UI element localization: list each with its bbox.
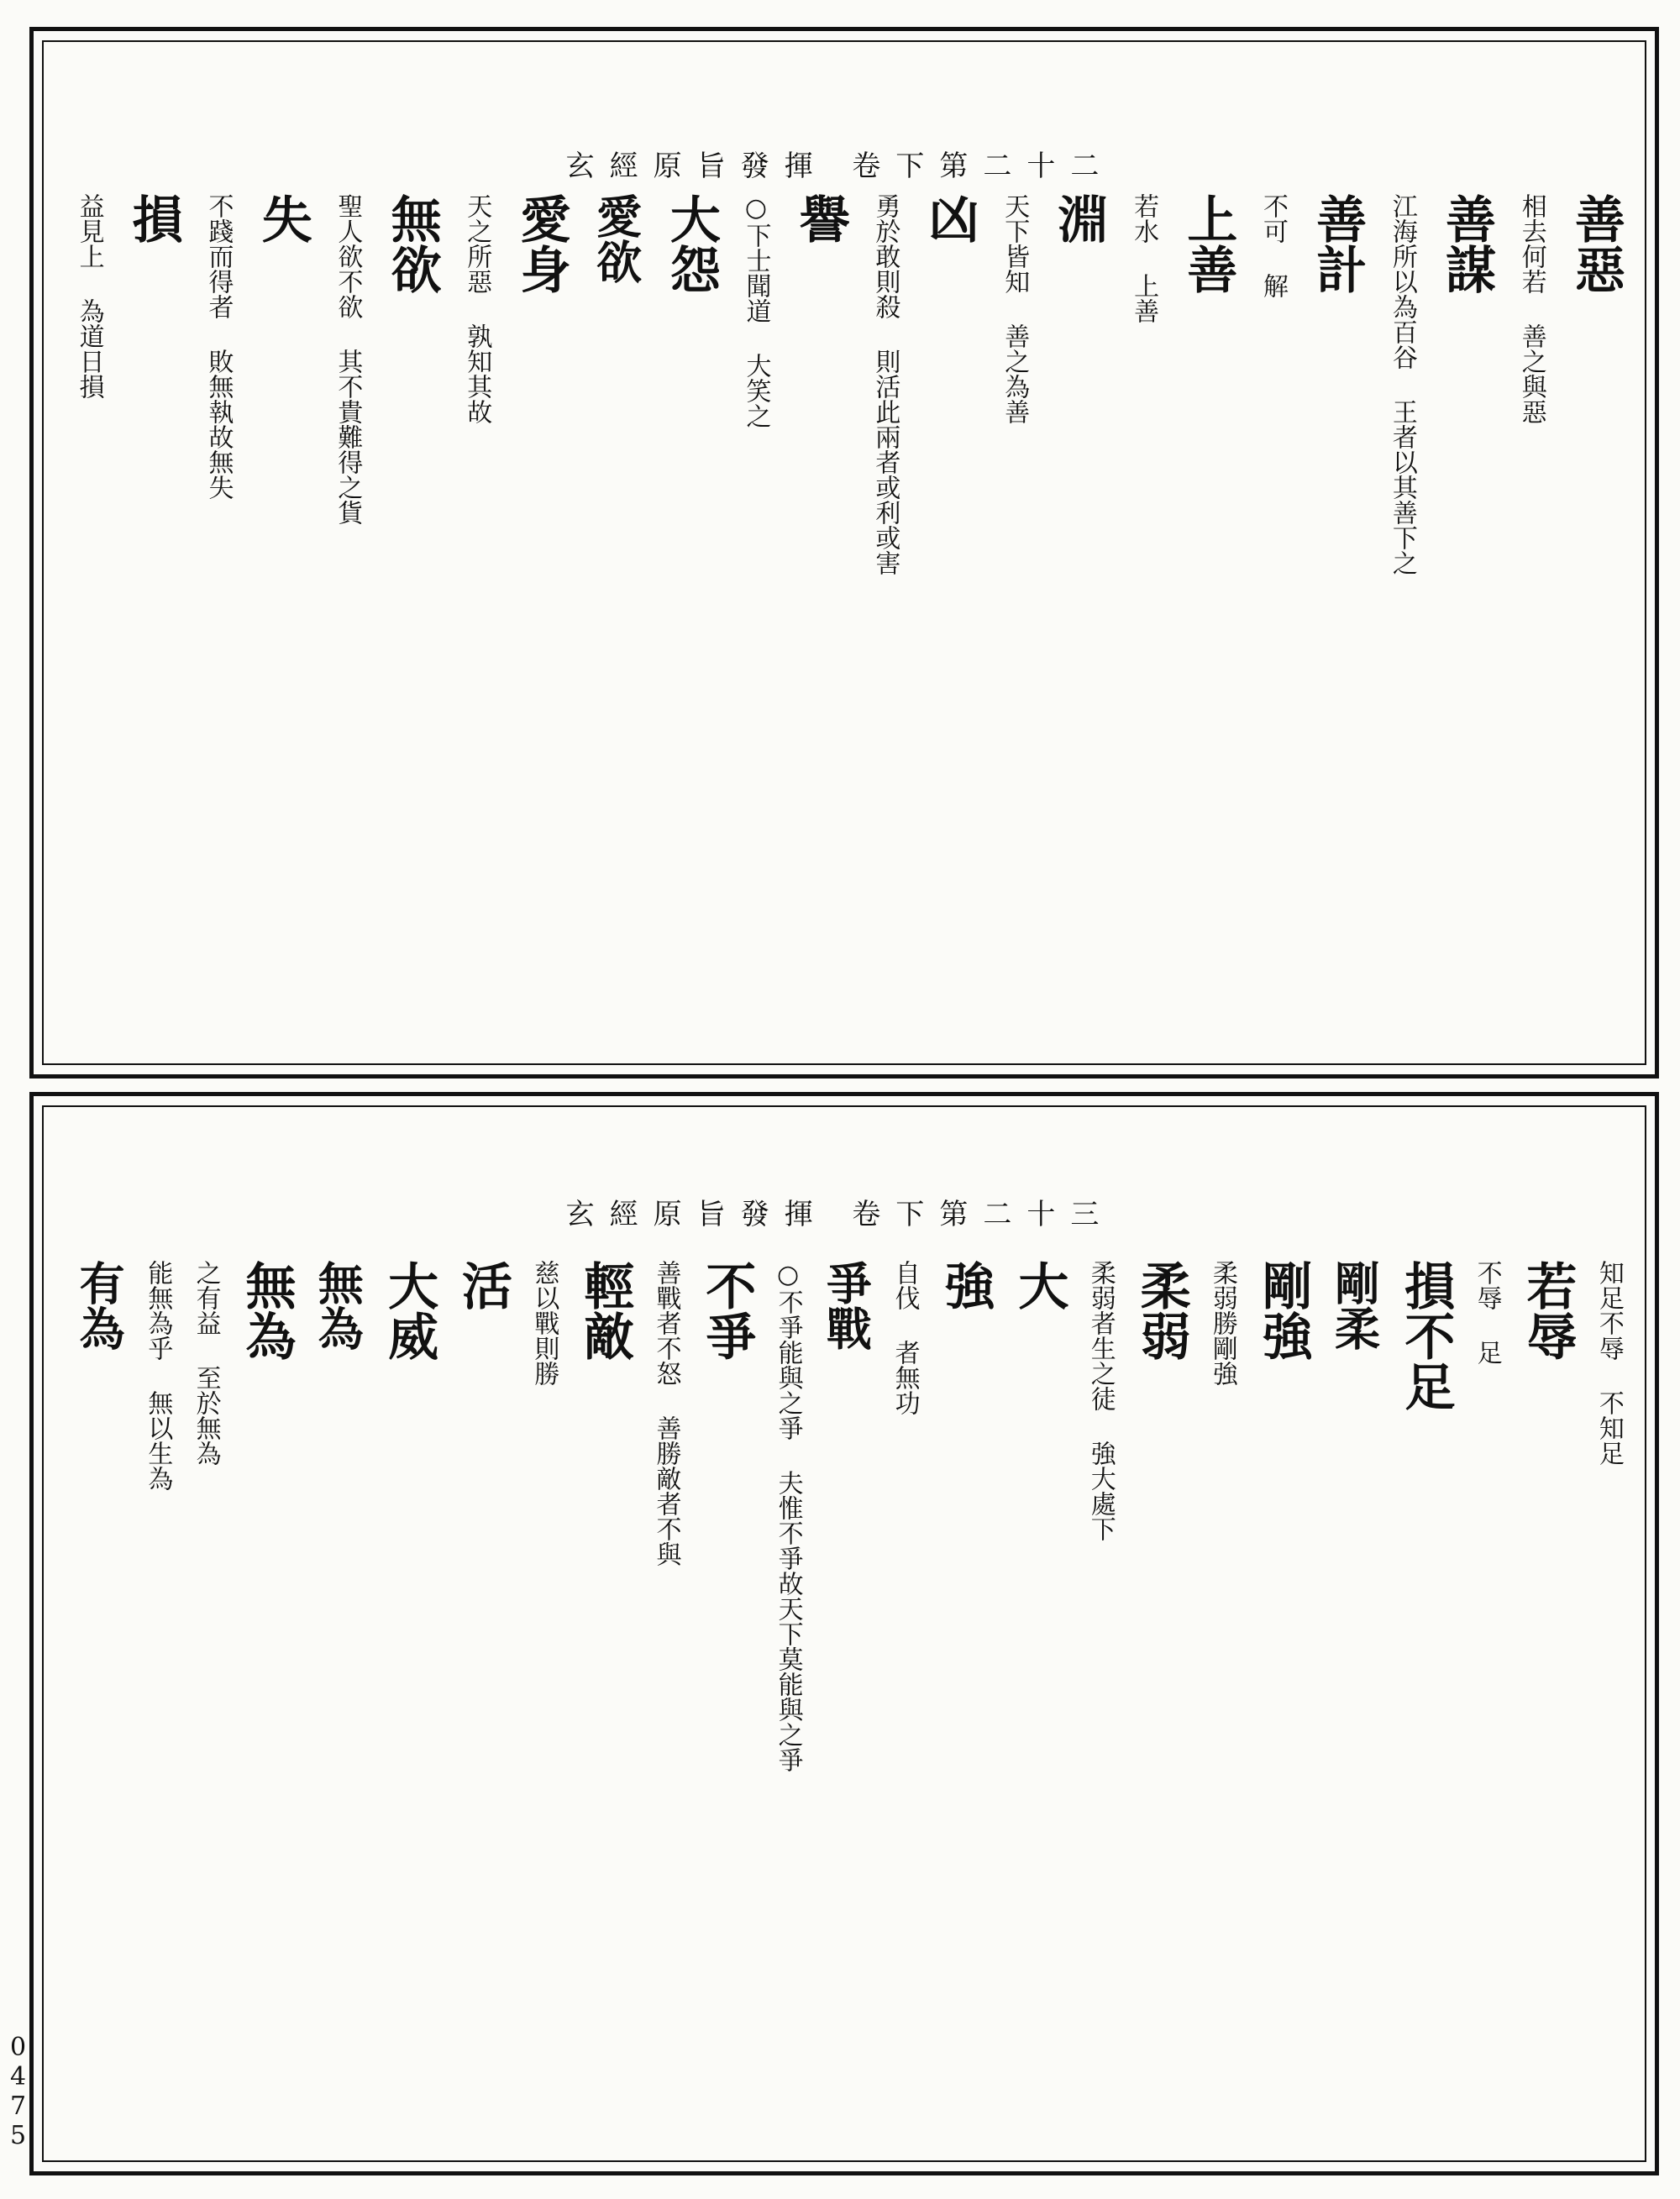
commentary-column: 若水 上善 [1129, 193, 1159, 323]
main-text-column: 損 [123, 193, 183, 244]
commentary-column: ○不爭能與之爭 夫惟不爭故天下莫能與之爭 [773, 1260, 803, 1772]
main-text-column: 剛強 [1253, 1260, 1313, 1361]
commentary-column: 不可 解 [1257, 193, 1288, 298]
main-text-column: 善謀 [1437, 193, 1497, 294]
commentary-column: 能無為乎 無以生為 [143, 1260, 173, 1491]
panel-header-top: 玄經原旨發揮 卷下第二十二 [565, 150, 1115, 183]
main-text-column: 失 [253, 193, 312, 244]
main-text-column: 凶 [920, 193, 979, 244]
main-text-column: 大威 [380, 1260, 439, 1361]
section-title: 愛欲 [589, 193, 643, 284]
commentary-column: 聖人欲不欲 其不貴難得之貨 [333, 193, 363, 525]
page-number: 0475 [3, 2033, 33, 2150]
text-columns-top [74, 193, 1625, 1050]
commentary-column: 善戰者不怒 善勝敵者不與 [651, 1260, 681, 1567]
main-text-column: 不爭 [697, 1260, 757, 1361]
main-text-column: 柔弱 [1131, 1260, 1191, 1361]
main-text-column: 上善 [1179, 193, 1238, 294]
main-text-column: 善惡 [1566, 193, 1625, 294]
main-text-column: 輕敵 [575, 1260, 635, 1361]
panel-header-bottom: 玄經原旨發揮 卷下第二十三 [565, 1198, 1115, 1231]
main-text-column: 無欲 [382, 193, 442, 294]
main-text-column: 大怨 [661, 193, 721, 294]
commentary-column: 天下皆知 善之為善 [1000, 193, 1030, 424]
text-columns-bottom [72, 1260, 1624, 2150]
commentary-column: 慈以戰則勝 [529, 1260, 559, 1386]
commentary-column: 天之所惡 孰知其故 [462, 193, 492, 424]
section-title: 爭戰 [819, 1260, 874, 1351]
commentary-column: 不辱 足 [1472, 1260, 1502, 1365]
section-title: 無為 [311, 1260, 365, 1351]
commentary-column: 知足不辱 不知足 [1593, 1260, 1624, 1466]
commentary-column: 柔弱勝剛強 [1207, 1260, 1237, 1386]
main-text-column: 活 [454, 1260, 513, 1310]
main-text-column: 愛身 [512, 193, 571, 294]
main-text-column: 淵 [1049, 193, 1109, 244]
section-title: 有為 [72, 1260, 127, 1351]
main-text-column: 善計 [1308, 193, 1368, 294]
commentary-column: 自伐 者無功 [890, 1260, 920, 1415]
main-text-column: 若辱 [1518, 1260, 1578, 1361]
commentary-column: 柔弱者生之徒 強大處下 [1085, 1260, 1116, 1541]
main-text-column: 損不足 [1396, 1260, 1456, 1411]
main-text-column: 強 [936, 1260, 995, 1310]
main-text-column: 譽 [790, 193, 850, 244]
commentary-column: 勇於敢則殺 則活此兩者或利或害 [870, 193, 900, 575]
commentary-column: 不踐而得者 敗無執故無失 [203, 193, 234, 500]
section-title: 剛柔 [1327, 1260, 1382, 1351]
main-text-column: 大 [1010, 1260, 1069, 1310]
commentary-column: 相去何若 善之與惡 [1516, 193, 1546, 424]
commentary-column: 益見上 為道日損 [74, 193, 104, 399]
main-text-column: 無為 [237, 1260, 297, 1361]
commentary-column: 之有益 至於無為 [191, 1260, 221, 1466]
commentary-column: 江海所以為百谷 王者以其善下之 [1387, 193, 1417, 575]
commentary-column: ○下士聞道 大笑之 [741, 193, 771, 428]
